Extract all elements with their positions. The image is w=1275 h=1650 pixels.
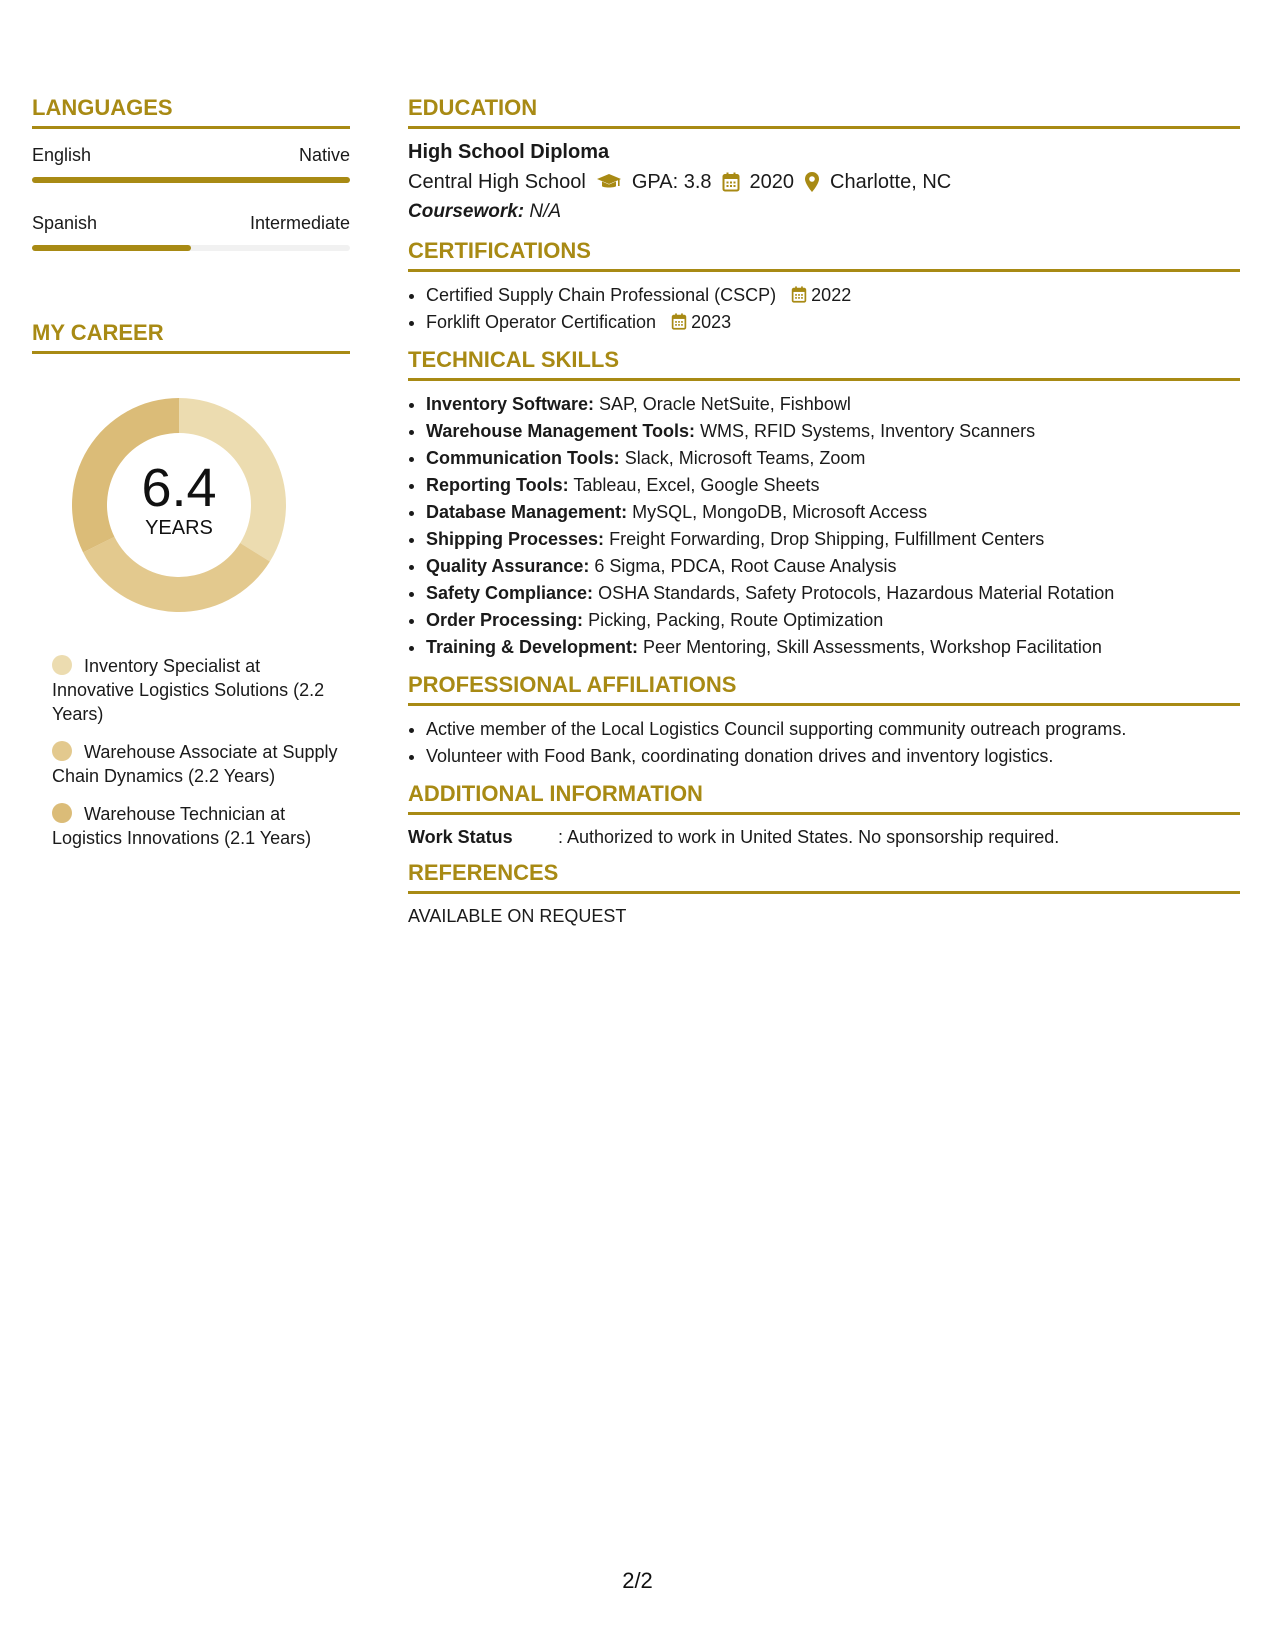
section-divider <box>408 891 1240 894</box>
career-donut-chart <box>66 392 292 618</box>
affiliation-item: • Active member of the Local Logistics Council supporting community outreach programs. <box>426 716 1240 743</box>
language-bar-fill <box>32 245 191 251</box>
skill-label: Safety Compliance: <box>426 583 594 603</box>
skill-item <box>426 553 1240 580</box>
career-legend-label: Warehouse Technician at Logistics Innovations (2.1 Years) <box>52 804 312 848</box>
references-text: AVAILABLE ON REQUEST <box>408 906 627 926</box>
career-legend-item <box>52 740 342 788</box>
skill-item <box>426 391 1240 418</box>
career-legend <box>32 654 350 850</box>
skill-value: OSHA Standards, Safety Protocols, Hazardous Material Rotation <box>598 583 1115 603</box>
career-total-years: 6.4 <box>141 458 217 518</box>
skill-label: Reporting Tools: <box>426 475 569 495</box>
education-title: EDUCATION <box>408 95 538 120</box>
certification-item <box>426 309 1240 336</box>
career-legend-label: Inventory Specialist at Innovative Logistics Solutions (2.2 Years) <box>52 656 325 724</box>
skill-item <box>426 580 1240 607</box>
calendar-icon <box>722 172 740 192</box>
additional-info-title: ADDITIONAL INFORMATION <box>408 781 703 806</box>
education-location: Charlotte, NC <box>830 171 952 193</box>
coursework-label: Coursework: <box>408 201 525 222</box>
certifications-title: CERTIFICATIONS <box>408 238 591 263</box>
work-status-value: : Authorized to work in United States. No sponsorship required. <box>558 827 1060 847</box>
education-coursework <box>408 197 1240 227</box>
skill-item <box>426 526 1240 553</box>
skill-value: Slack, Microsoft Teams, Zoom <box>624 448 866 468</box>
skill-value: Picking, Packing, Route Optimization <box>588 610 884 630</box>
skill-value: MySQL, MongoDB, Microsoft Access <box>632 502 928 522</box>
skill-value: Freight Forwarding, Drop Shipping, Fulfillment Centers <box>609 529 1045 549</box>
affiliations-title: PROFESSIONAL AFFILIATIONS <box>408 672 737 697</box>
certifications-section <box>408 235 1240 336</box>
language-item-english <box>32 143 350 183</box>
skill-label: Warehouse Management Tools: <box>426 421 696 441</box>
language-item-spanish <box>32 211 350 251</box>
skill-value: SAP, Oracle NetSuite, Fishbowl <box>599 394 851 414</box>
right-column <box>408 92 1240 928</box>
work-status-row <box>408 825 1240 849</box>
skill-label: Order Processing: <box>426 610 584 630</box>
skill-item <box>426 634 1240 661</box>
career-legend-item <box>52 654 342 726</box>
location-pin-icon <box>804 171 820 193</box>
certification-name: Forklift Operator Certification <box>426 312 657 332</box>
page-number: 2/2 <box>622 1568 653 1593</box>
skill-value: WMS, RFID Systems, Inventory Scanners <box>700 421 1036 441</box>
references-title: REFERENCES <box>408 860 559 885</box>
section-divider <box>32 126 350 129</box>
skill-label: Training & Development: <box>426 637 639 657</box>
career-section <box>32 317 350 850</box>
skill-value: Peer Mentoring, Skill Assessments, Workshop Facilitation <box>643 637 1102 657</box>
education-year: 2020 <box>749 171 795 193</box>
career-legend-item <box>52 802 342 850</box>
section-divider <box>408 812 1240 815</box>
legend-dot-icon <box>52 741 72 761</box>
education-details <box>408 167 1240 197</box>
graduation-cap-icon <box>596 173 622 191</box>
affiliations-list <box>408 716 1240 770</box>
left-column <box>32 92 350 864</box>
calendar-icon <box>791 286 807 303</box>
calendar-icon <box>671 313 687 330</box>
section-divider <box>32 351 350 354</box>
career-legend-label: Warehouse Associate at Supply Chain Dynamics (2.2 Years) <box>52 742 338 786</box>
skill-item <box>426 607 1240 634</box>
education-school: Central High School <box>408 171 586 193</box>
language-name: Spanish <box>32 213 98 233</box>
skill-label: Quality Assurance: <box>426 556 590 576</box>
legend-dot-icon <box>52 655 72 675</box>
affiliations-section <box>408 669 1240 770</box>
skill-item <box>426 445 1240 472</box>
skill-label: Database Management: <box>426 502 628 522</box>
certifications-list <box>408 282 1240 336</box>
language-name: English <box>32 145 92 165</box>
section-divider <box>408 269 1240 272</box>
additional-info-section <box>408 778 1240 849</box>
skill-label: Communication Tools: <box>426 448 620 468</box>
skill-item <box>426 418 1240 445</box>
languages-section <box>32 92 350 251</box>
skill-label: Inventory Software: <box>426 394 595 414</box>
language-bar-fill <box>32 177 350 183</box>
skill-value: 6 Sigma, PDCA, Root Cause Analysis <box>594 556 897 576</box>
affiliation-item: • Volunteer with Food Bank, coordinating donation drives and inventory logistics. <box>426 743 1240 770</box>
technical-skills-section <box>408 344 1240 661</box>
certification-item <box>426 282 1240 309</box>
certification-year: 2023 <box>691 312 732 332</box>
education-section <box>408 92 1240 227</box>
career-title: MY CAREER <box>32 320 164 345</box>
legend-dot-icon <box>52 803 72 823</box>
section-divider <box>408 126 1240 129</box>
skill-item <box>426 499 1240 526</box>
education-gpa: GPA: 3.8 <box>631 171 712 193</box>
languages-title: LANGUAGES <box>32 95 173 120</box>
skills-list <box>408 391 1240 661</box>
language-level: Native <box>298 145 350 165</box>
coursework-value: N/A <box>529 201 562 222</box>
section-divider <box>408 703 1240 706</box>
skill-label: Shipping Processes: <box>426 529 605 549</box>
skill-item <box>426 472 1240 499</box>
career-total-unit: YEARS <box>145 517 213 539</box>
language-bar <box>32 177 350 183</box>
technical-skills-title: TECHNICAL SKILLS <box>408 347 620 372</box>
language-level: Intermediate <box>249 213 350 233</box>
certification-name: Certified Supply Chain Professional (CSCP) <box>426 285 777 305</box>
references-section <box>408 857 1240 928</box>
education-degree: High School Diploma <box>408 141 610 163</box>
donut-center <box>66 392 292 618</box>
certification-year: 2022 <box>811 285 852 305</box>
section-divider <box>408 378 1240 381</box>
work-status-label: Work Status <box>408 827 513 847</box>
skill-value: Tableau, Excel, Google Sheets <box>573 475 820 495</box>
language-bar <box>32 245 350 251</box>
